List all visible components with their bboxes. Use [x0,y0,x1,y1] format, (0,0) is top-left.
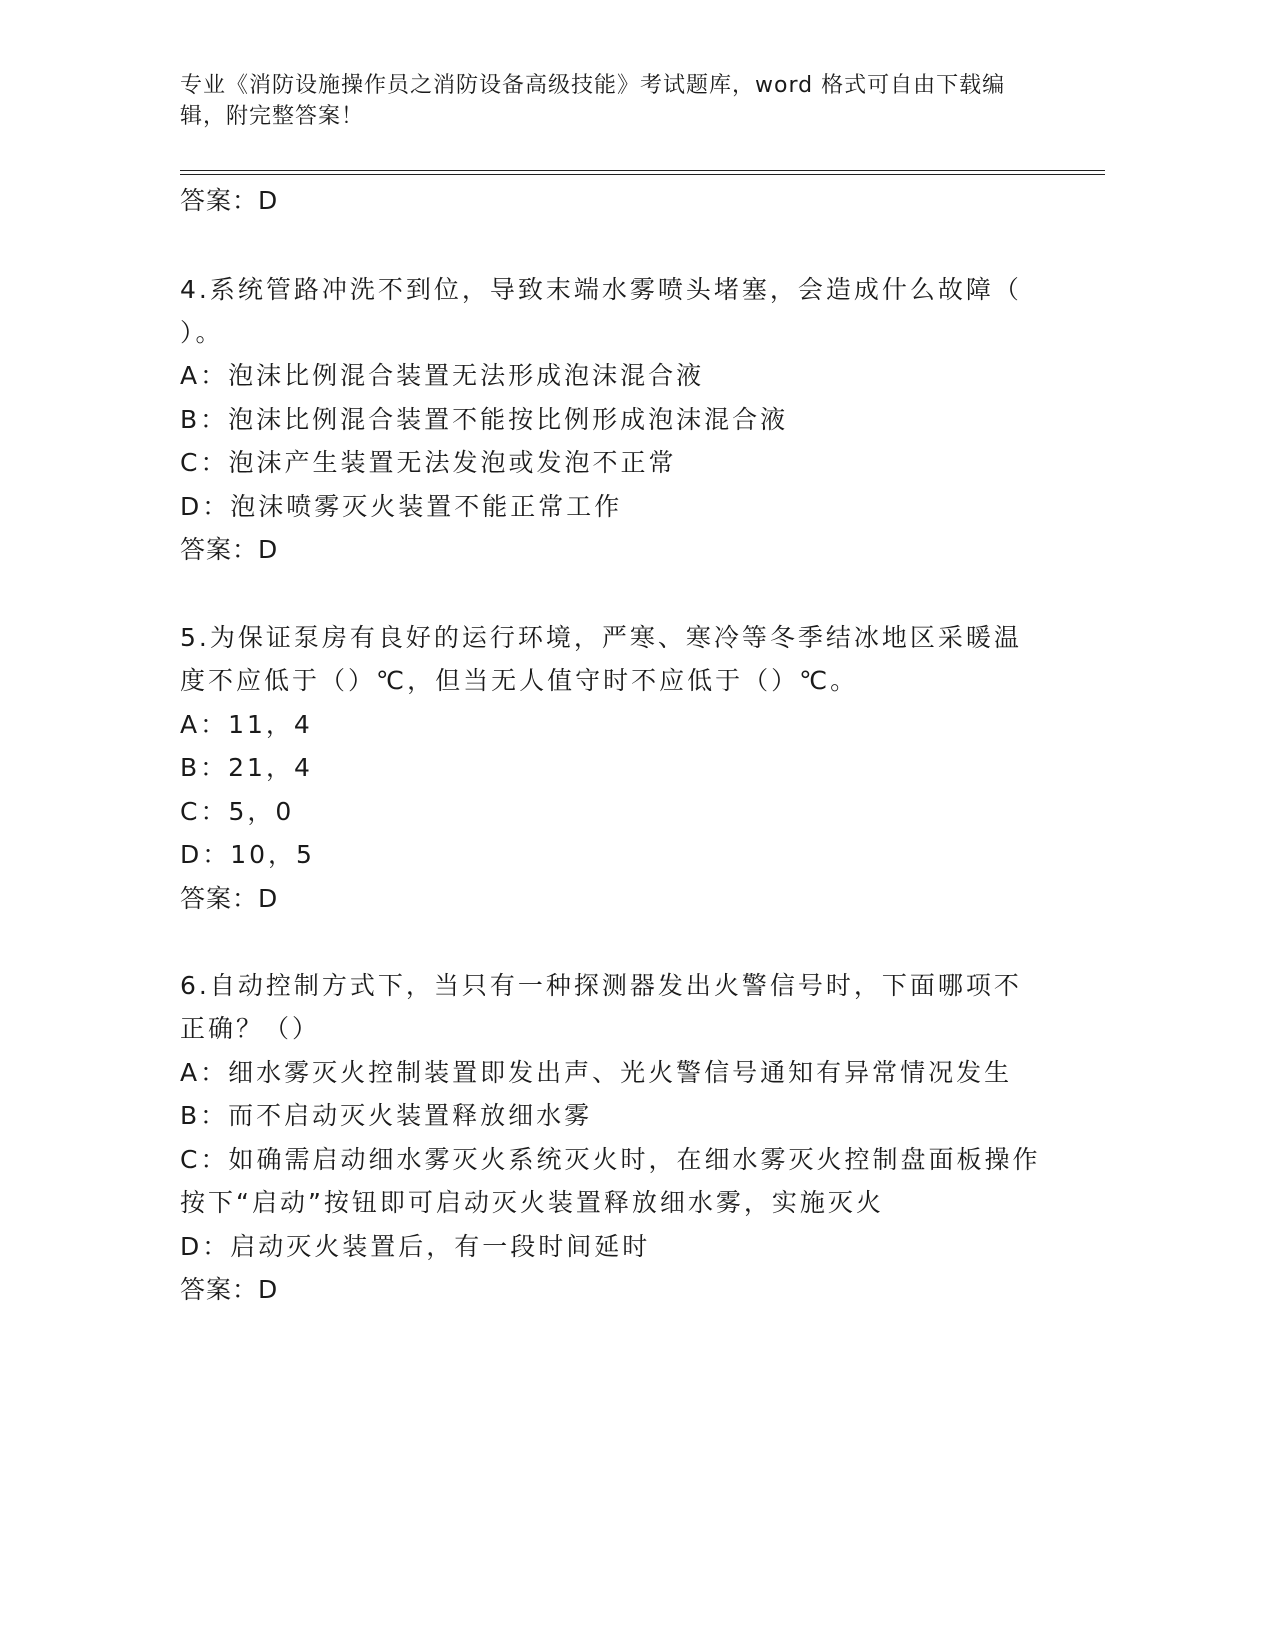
question-6-answer: 答案：D [180,1275,279,1304]
question-4-option-b: B：泡沫比例混合装置不能按比例形成泡沫混合液 [180,405,789,434]
question-5-option-c: C：5，0 [180,797,295,826]
answer-line: 答案：D [180,186,279,215]
question-4-option-d: D：泡沫喷雾灭火装置不能正常工作 [180,492,623,521]
header-divider-bottom [180,174,1105,175]
page-header [180,70,1040,132]
question-4-stem-line-2: ）。 [180,318,224,347]
question-5-stem-line-1: 5.为保证泵房有良好的运行环境，严寒、寒冷等冬季结冰地区采暖温 [180,623,1022,652]
question-4-stem-line-1: 4.系统管路冲洗不到位，导致末端水雾喷头堵塞，会造成什么故障（ [180,275,1022,304]
header-line-1: 专业《消防设施操作员之消防设备高级技能》考试题库，word 格式可自由下载编 [180,73,1006,98]
question-5-option-b: B：21，4 [180,753,313,782]
question-5-stem-line-2: 度不应低于（）℃，但当无人值守时不应低于（）℃。 [180,666,859,695]
header-line-2: 辑，附完整答案！ [180,104,365,129]
question-6-stem-line-2: 正确？（） [180,1014,321,1043]
question-6-option-c: C：如确需启动细水雾灭火系统灭火时，在细水雾灭火控制盘面板操作 [180,1145,1041,1174]
question-5-option-d: D：10，5 [180,840,315,869]
question-6-option-c-continued: 按下“启动”按钮即可启动灭火装置释放细水雾，实施灭火 [180,1188,884,1217]
question-6-stem-line-1: 6.自动控制方式下，当只有一种探测器发出火警信号时，下面哪项不 [180,971,1022,1000]
question-4-option-a: A：泡沫比例混合装置无法形成泡沫混合液 [180,361,705,390]
question-4-answer: 答案：D [180,535,279,564]
question-6-option-b: B：而不启动灭火装置释放细水雾 [180,1101,593,1130]
question-5-option-a: A：11，4 [180,710,313,739]
question-6-option-a: A：细水雾灭火控制装置即发出声、光火警信号通知有异常情况发生 [180,1058,1013,1087]
question-4-option-c: C：泡沫产生装置无法发泡或发泡不正常 [180,448,677,477]
question-6-option-d: D：启动灭火装置后，有一段时间延时 [180,1232,651,1261]
question-5-answer: 答案：D [180,884,279,913]
header-divider-top [180,170,1105,171]
